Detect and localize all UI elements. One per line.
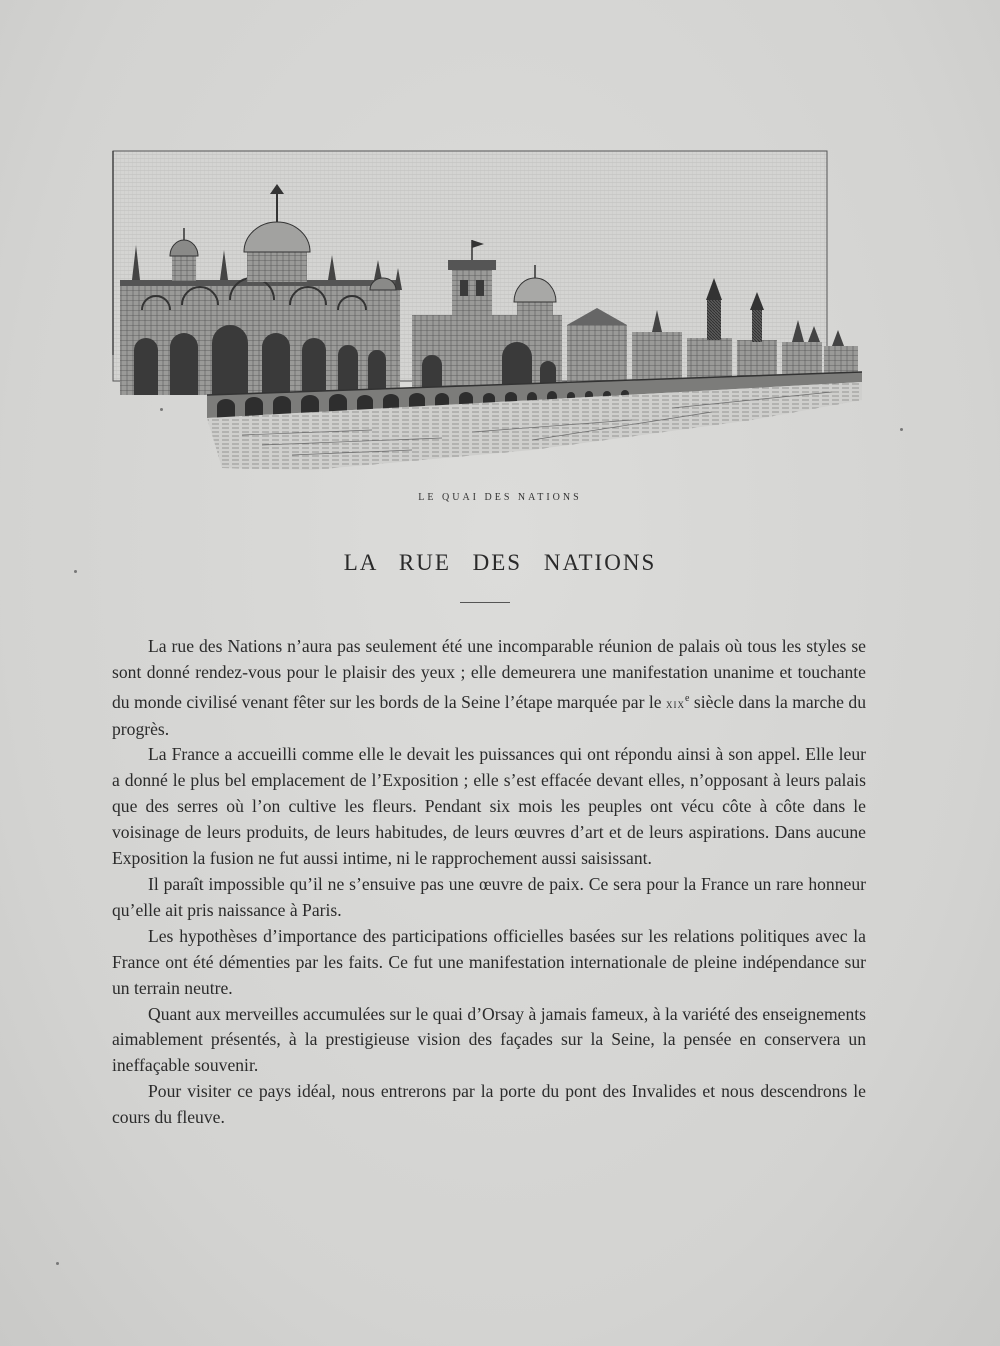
title-divider bbox=[460, 602, 510, 603]
paragraph: Les hypothèses d’importance des participations officielles basées sur les relations politiques avec la France ont été démenties par les faits. Ce fut une manifestation internationale de pleine indépendance sur un terrain neutre. bbox=[112, 925, 866, 998]
paragraph: La France a accueilli comme elle le devait les puissances qui ont répondu ainsi à son appel. Elle leur a donné le plus bel emplacement de l’Exposition ; elle s’est effacée devant elles, n’opposant à leurs palais que des serres où l’on cultive les fleurs. Pendant six mois les peuples ont vécu côte à côte dans le voisinage de leurs produits, de leurs habitudes, de leurs œuvres d’art et de leurs aspirations. Dans aucune Exposition la fusion ne fut aussi intime, ni le rapprochement aussi saisissant. bbox=[112, 744, 866, 869]
paragraph: Pour visiter ce pays idéal, nous entrerons par la porte du pont des Invalides et nous descendrons le cours du fleuve. bbox=[112, 1081, 866, 1128]
paragraph: Quant aux merveilles accumulées sur le quai d’Orsay à jamais fameux, à la variété des enseignements aimablement présentés, à la prestigieuse vision des façades sur la Seine, la pensée en conservera un ineffaçable souvenir. bbox=[112, 1003, 866, 1076]
paragraph-text: La rue des Nations n’aura pas seulement été une incomparable réunion de palais où tous les styles se sont donné rendez-vous pour le plaisir des yeux ; elle demeurera une manifestation unanime et touchante du monde civilisé venant fêter sur les bords de la Seine l’étape marquée par le bbox=[112, 636, 866, 712]
engraving-quai-des-nations bbox=[112, 150, 862, 480]
paper-speck bbox=[56, 1262, 59, 1265]
paper-speck bbox=[900, 428, 903, 431]
paper-speck bbox=[160, 408, 163, 411]
article-body bbox=[112, 634, 866, 1131]
paragraph bbox=[112, 634, 866, 742]
paper-speck bbox=[74, 570, 77, 573]
century-numeral: xix bbox=[666, 695, 686, 711]
illustration-caption: LE QUAI DES NATIONS bbox=[418, 492, 582, 503]
article-title: LA RUE DES NATIONS bbox=[343, 550, 657, 575]
paragraph-text: siècle dans la marche du progrès. bbox=[112, 691, 866, 739]
paragraph: Il paraît impossible qu’il ne s’ensuive pas une œuvre de paix. Ce sera pour la France un rare honneur qu’elle ait pris naissance à Paris. bbox=[112, 874, 866, 920]
century-suffix: e bbox=[685, 692, 690, 704]
